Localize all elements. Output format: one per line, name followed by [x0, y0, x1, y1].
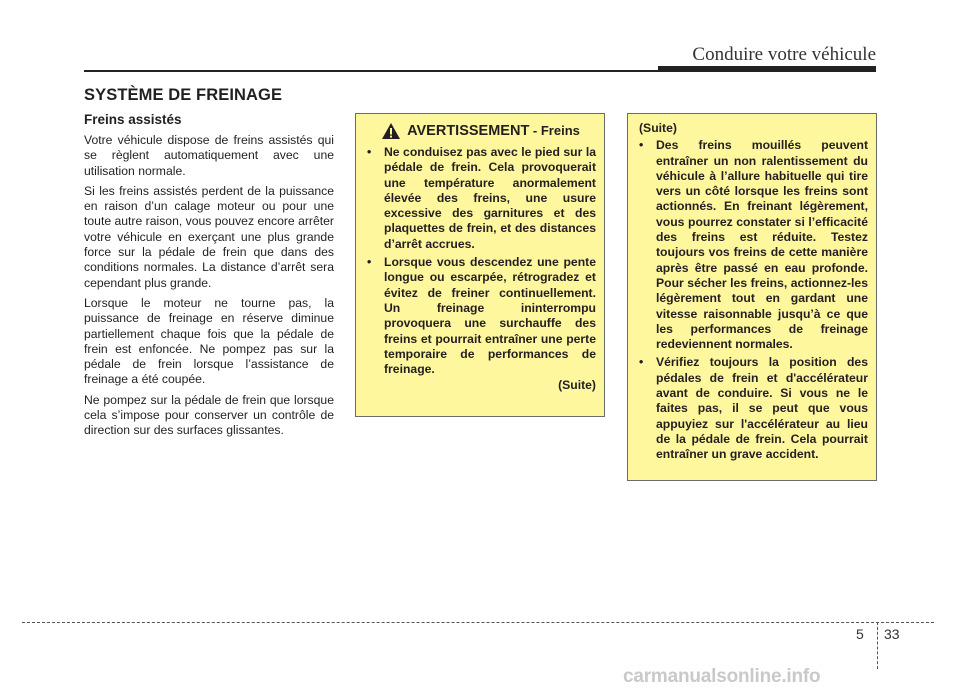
paragraph: Ne pompez sur la pédale de frein que lorsque cela s’impose pour conserver un contrôle de direction sur des surfaces glissantes. — [84, 392, 334, 438]
paragraph: Lorsque le moteur ne tourne pas, la puissance de freinage en réserve diminue partiellement chaque fois que la pédale de frein est enfoncée. Ne pompez pas sur la pédale de frein lorsque l’assistance de freinage a été coupée. — [84, 295, 334, 387]
section-title: SYSTÈME DE FREINAGE — [84, 86, 283, 104]
list-item: • Vérifiez toujours la position des pédales de frein et d'accélérateur avant de conduire. Si vous ne le faites pas, il se peut que vous appuyiez sur l'accélérateur au lieu de la pédale de frein. Cela pourrait entraîner un grave accident. — [637, 355, 868, 462]
continued-label: (Suite) — [639, 121, 677, 135]
warning-triangle-icon — [381, 122, 401, 140]
warning-box-continued — [627, 113, 877, 481]
page-number: 33 — [884, 626, 900, 642]
continued-label: (Suite) — [558, 378, 596, 393]
chapter-title: Conduire votre véhicule — [692, 44, 876, 65]
header-rule-accent — [658, 66, 876, 72]
paragraph: Si les freins assistés perdent de la puissance en raison d’un calage moteur ou pour une toute autre raison, vous pouvez encore arrêter votre véhicule en exerçant une plus grande force sur la pédale de frein que dans des conditions normales. La distance d’arrêt sera cependant plus grande. — [84, 183, 334, 290]
paragraph: Votre véhicule dispose de freins assistés qui se règlent automatiquement avec une utilisation normale. — [84, 133, 334, 178]
warning-box-brakes — [355, 113, 605, 417]
subheading: Freins assistés — [84, 112, 182, 127]
warning-list — [365, 145, 596, 377]
footer-divider — [877, 622, 878, 669]
watermark: carmanualsonline.info — [623, 666, 821, 687]
list-item: • Ne conduisez pas avec le pied sur la pédale de frein. Cela provoquerait une température anormalement élevée des freins, une usure excessive des garnitures et des plaquettes de frein, et des distances d’arrêt accrues. — [365, 145, 596, 252]
warning-list — [637, 138, 868, 462]
list-item: • Des freins mouillés peuvent entraîner un non ralentissement du véhicule à l’allure habituelle qui tire vers un côté lorsque les freins sont actionnés. En freinant légèrement, vous pourrez constater si l’efficacité des freins est réduite. Testez toujours vos freins de cette manière après être passé en eau profonde. Pour sécher les freins, actionnez-les légèrement tout en gardant une vitesse raisonnable jusqu’à ce que les performances de freinage redeviennent normales. — [637, 138, 868, 352]
warning-title: AVERTISSEMENT - Freins — [407, 122, 580, 139]
list-item: • Lorsque vous descendez une pente longue ou escarpée, rétrogradez et évitez de freiner continuellement. Un freinage ininterrompu provoquera une surchauffe des freins et pourrait entraîner une perte temporaire de performances de freinage. — [365, 255, 596, 377]
footer-rule — [22, 622, 934, 623]
warning-header — [365, 122, 596, 140]
body-column — [84, 112, 334, 444]
chapter-number: 5 — [856, 626, 864, 642]
